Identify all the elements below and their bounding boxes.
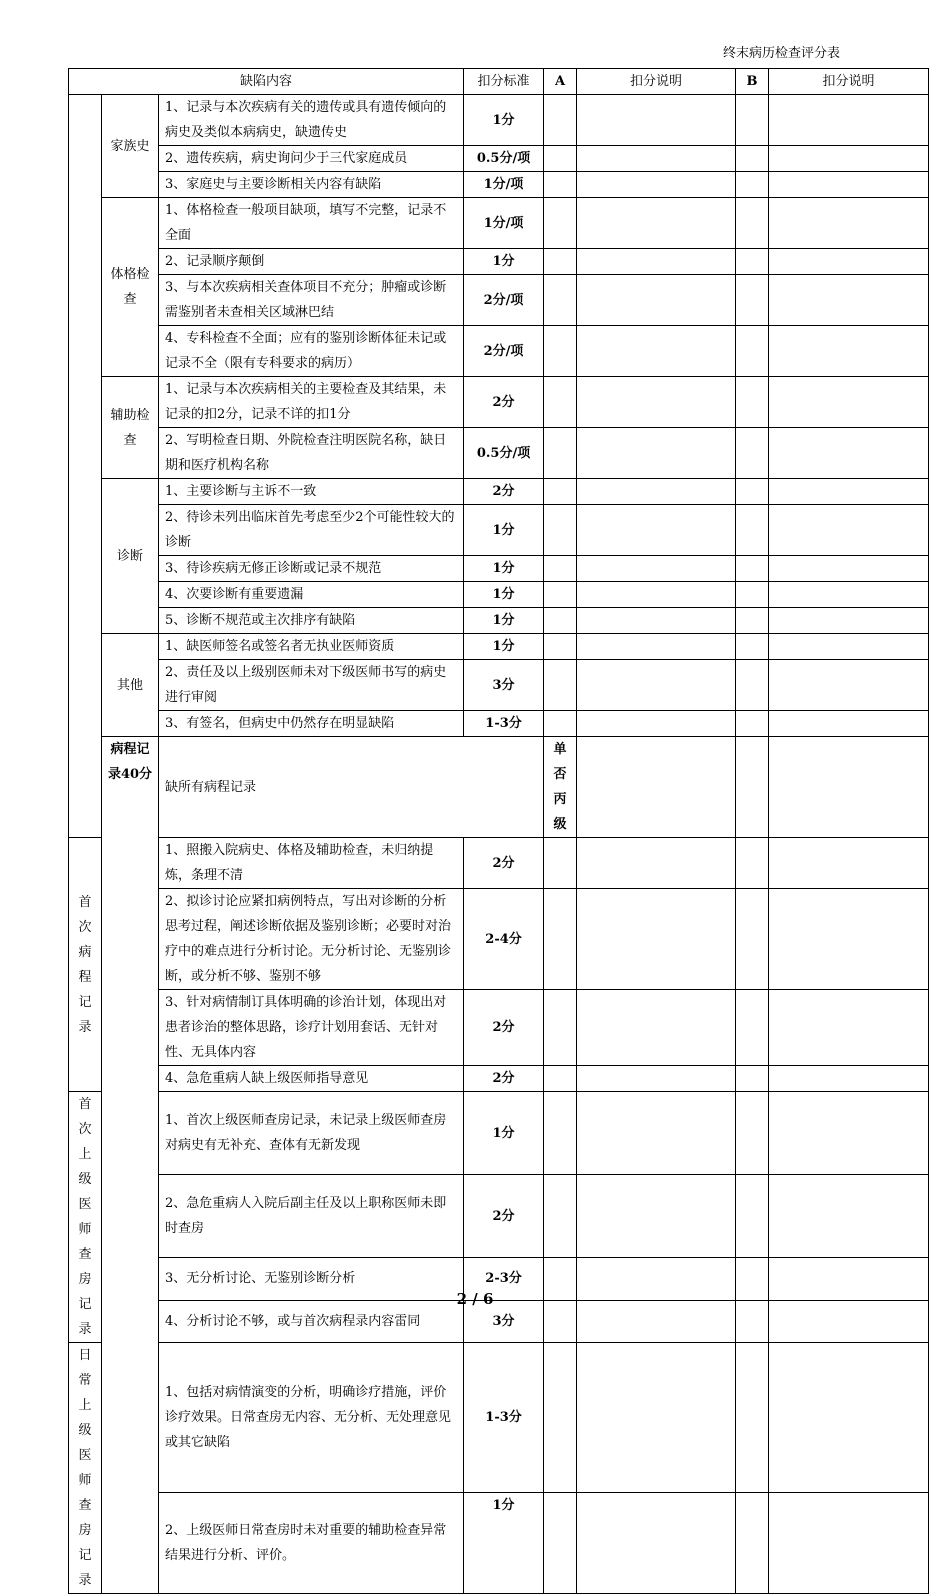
note-a-cell[interactable]	[577, 326, 736, 377]
score-b-cell[interactable]	[736, 660, 769, 711]
note-a-cell[interactable]	[577, 1175, 736, 1258]
note-b-cell[interactable]	[769, 990, 929, 1066]
item-standard: 2分	[464, 1066, 544, 1092]
subsection-other: 其他	[102, 634, 159, 737]
item-text: 1、体格检查一般项目缺项，填写不完整，记录不全面	[159, 198, 464, 249]
score-a-cell[interactable]	[544, 582, 577, 608]
page-number: 2 / 6	[456, 1290, 494, 1308]
note-b-cell[interactable]	[769, 711, 929, 737]
table-row	[69, 326, 929, 377]
note-a-cell[interactable]	[577, 377, 736, 428]
note-a-cell[interactable]	[577, 172, 736, 198]
note-b-cell[interactable]	[769, 1092, 929, 1175]
item-text: 2、上级医师日常查房时未对重要的辅助检查异常结果进行分析、评价。	[159, 1493, 464, 1594]
score-b-cell[interactable]	[736, 326, 769, 377]
header-b-note: 扣分说明	[769, 69, 929, 95]
table-row	[69, 711, 929, 737]
score-b-cell[interactable]	[736, 1493, 769, 1594]
item-text: 3、与本次疾病相关查体项目不充分；肿瘤或诊断需鉴别者未查相关区域淋巴结	[159, 275, 464, 326]
item-standard: 2分	[464, 1175, 544, 1258]
item-standard: 2分	[464, 479, 544, 505]
score-a-cell[interactable]	[544, 1493, 577, 1594]
table-row	[69, 377, 929, 428]
score-b-cell[interactable]	[736, 889, 769, 990]
note-b-cell[interactable]	[769, 608, 929, 634]
note-a-cell[interactable]	[577, 1066, 736, 1092]
score-b-cell[interactable]	[736, 634, 769, 660]
note-a-cell[interactable]	[577, 582, 736, 608]
table-row	[69, 990, 929, 1066]
note-b-cell[interactable]	[769, 479, 929, 505]
note-a-cell[interactable]	[577, 428, 736, 479]
note-a-cell[interactable]	[736, 737, 769, 838]
note-a-cell[interactable]	[577, 634, 736, 660]
header-content: 缺陷内容	[69, 69, 464, 95]
item-standard: 1分	[464, 1092, 544, 1175]
note-b-cell[interactable]	[769, 377, 929, 428]
item-text: 2、写明检查日期、外院检查注明医院名称，缺日期和医疗机构名称	[159, 428, 464, 479]
item-text: 1、记录与本次疾病有关的遗传或具有遗传倾向的病史及类似本病病史，缺遗传史	[159, 95, 464, 146]
note-b-cell[interactable]	[769, 326, 929, 377]
note-a-cell[interactable]	[577, 660, 736, 711]
note-a-cell[interactable]	[577, 556, 736, 582]
table-row	[69, 1066, 929, 1092]
note-a-cell[interactable]	[577, 1343, 736, 1493]
item-text: 4、急危重病人缺上级医师指导意见	[159, 1066, 464, 1092]
header-row	[69, 69, 929, 95]
table-row	[69, 479, 929, 505]
note-b-cell[interactable]	[769, 660, 929, 711]
note-a-cell[interactable]	[577, 479, 736, 505]
item-standard: 2-3分	[464, 1258, 544, 1300]
item-text: 4、次要诊断有重要遗漏	[159, 582, 464, 608]
subsection-diagnosis: 诊断	[102, 479, 159, 634]
section-course	[102, 737, 159, 1594]
subsection-auxiliary: 辅助检查	[102, 377, 159, 479]
item-text: 2、待诊未列出临床首先考虑至少2个可能性较大的诊断	[159, 505, 464, 556]
item-text: 1、记录与本次疾病相关的主要检查及其结果，未记录的扣2分，记录不详的扣1分	[159, 377, 464, 428]
score-a-cell[interactable]	[544, 711, 577, 737]
table-row	[69, 608, 929, 634]
section-course-label: 病程记录40分	[107, 742, 153, 782]
score-b-cell[interactable]	[736, 172, 769, 198]
score-b-cell[interactable]	[736, 1092, 769, 1175]
score-a-cell[interactable]	[544, 249, 577, 275]
header-b: B	[736, 69, 769, 95]
header-a: A	[544, 69, 577, 95]
item-text: 4、专科检查不全面；应有的鉴别诊断体征未记或记录不全（限有专科要求的病历）	[159, 326, 464, 377]
note-a-cell[interactable]	[577, 95, 736, 146]
score-b-cell[interactable]	[736, 146, 769, 172]
score-b-cell[interactable]	[736, 1343, 769, 1493]
item-standard: 2分/项	[464, 275, 544, 326]
item-standard: 1分	[464, 505, 544, 556]
score-a-cell[interactable]	[577, 737, 736, 838]
note-b-cell[interactable]	[769, 505, 929, 556]
item-text: 2、拟诊讨论应紧扣病例特点，写出对诊断的分析思考过程，阐述诊断依据及鉴别诊断；必要时对治疗中的难点进行分析讨论。无分析讨论、无鉴别诊断，或分析不够、鉴别不够	[159, 889, 464, 990]
note-a-cell[interactable]	[577, 608, 736, 634]
item-text: 3、待诊疾病无修正诊断或记录不规范	[159, 556, 464, 582]
item-standard: 3分	[464, 1300, 544, 1342]
note-a-cell[interactable]	[577, 990, 736, 1066]
subsection-family: 家族史	[102, 95, 159, 198]
subsection-physical: 体格检查	[102, 198, 159, 377]
table-row	[69, 1343, 929, 1493]
table-row	[69, 1175, 929, 1258]
score-a-cell[interactable]	[544, 838, 577, 889]
score-b-cell[interactable]	[736, 838, 769, 889]
table-row	[69, 737, 929, 838]
score-b-cell[interactable]	[769, 737, 929, 838]
table-row	[69, 556, 929, 582]
table-row	[69, 838, 929, 889]
table-row	[69, 1493, 929, 1594]
note-b-cell[interactable]	[769, 582, 929, 608]
item-text: 3、针对病情制订具体明确的诊治计划，体现出对患者诊治的整体思路，诊疗计划用套话、无针对性、无具体内容	[159, 990, 464, 1066]
subsection-first-course: 首次病程记录	[69, 838, 102, 1092]
note-b-cell[interactable]	[769, 95, 929, 146]
score-a-cell[interactable]	[544, 428, 577, 479]
score-a-cell[interactable]	[544, 634, 577, 660]
note-a-cell[interactable]	[577, 711, 736, 737]
item-text: 3、家庭史与主要诊断相关内容有缺陷	[159, 172, 464, 198]
score-a-cell[interactable]	[544, 556, 577, 582]
item-text: 5、诊断不规范或主次排序有缺陷	[159, 608, 464, 634]
note-b-cell[interactable]	[769, 275, 929, 326]
table-row	[69, 582, 929, 608]
note-a-cell[interactable]	[577, 275, 736, 326]
note-a-cell[interactable]	[577, 505, 736, 556]
score-a-cell[interactable]	[544, 1092, 577, 1175]
table-row	[69, 634, 929, 660]
note-b-cell[interactable]	[769, 634, 929, 660]
note-b-cell[interactable]	[769, 249, 929, 275]
document-title: 终末病历检查评分表	[722, 46, 840, 61]
score-b-cell[interactable]	[736, 95, 769, 146]
item-standard: 1分	[464, 634, 544, 660]
table-row	[69, 505, 929, 556]
score-b-cell[interactable]	[736, 249, 769, 275]
item-standard: 0.5分/项	[464, 428, 544, 479]
item-text: 1、缺医师签名或签名者无执业医师资质	[159, 634, 464, 660]
note-b-cell[interactable]	[769, 1493, 929, 1594]
item-standard: 1-3分	[464, 1343, 544, 1493]
item-text: 1、包括对病情演变的分析，明确诊疗措施，评价诊疗效果。日常查房无内容、无分析、无处理意见或其它缺陷	[159, 1343, 464, 1493]
note-a-cell[interactable]	[577, 1092, 736, 1175]
note-b-cell[interactable]	[769, 1066, 929, 1092]
score-a-cell[interactable]	[544, 505, 577, 556]
score-a-cell[interactable]	[544, 198, 577, 249]
score-b-cell[interactable]	[736, 556, 769, 582]
note-b-cell[interactable]	[769, 556, 929, 582]
table-row	[69, 428, 929, 479]
header-a-note: 扣分说明	[577, 69, 736, 95]
item-standard: 2分	[464, 990, 544, 1066]
subsection-daily-senior: 日常上级医师查房记录	[69, 1343, 102, 1594]
note-b-cell[interactable]	[769, 198, 929, 249]
table-row	[69, 172, 929, 198]
note-b-cell[interactable]	[769, 838, 929, 889]
score-b-cell[interactable]	[736, 275, 769, 326]
score-a-cell[interactable]	[544, 146, 577, 172]
item-standard: 1分	[464, 249, 544, 275]
score-b-cell[interactable]	[736, 1066, 769, 1092]
note-b-cell[interactable]	[769, 1175, 929, 1258]
item-text: 2、责任及以上级别医师未对下级医师书写的病史进行审阅	[159, 660, 464, 711]
score-a-cell[interactable]	[544, 1066, 577, 1092]
note-b-cell[interactable]	[769, 1343, 929, 1493]
item-standard: 1分	[464, 1493, 544, 1594]
table-row	[69, 249, 929, 275]
item-text: 3、无分析讨论、无鉴别诊断分析	[159, 1258, 464, 1300]
table-row	[69, 198, 929, 249]
note-a-cell[interactable]	[577, 146, 736, 172]
score-b-cell[interactable]	[736, 608, 769, 634]
item-text: 2、急危重病人入院后副主任及以上职称医师未即时查房	[159, 1175, 464, 1258]
score-b-cell[interactable]	[736, 198, 769, 249]
score-a-cell[interactable]	[544, 95, 577, 146]
score-a-cell[interactable]	[544, 172, 577, 198]
item-text: 1、主要诊断与主诉不一致	[159, 479, 464, 505]
score-table	[68, 68, 929, 1594]
header-standard: 扣分标准	[464, 69, 544, 95]
table-row	[69, 95, 929, 146]
note-a-cell[interactable]	[577, 249, 736, 275]
table-row	[69, 1092, 929, 1175]
table-row	[69, 146, 929, 172]
score-b-cell[interactable]	[736, 377, 769, 428]
score-b-cell[interactable]	[736, 505, 769, 556]
score-a-cell[interactable]	[544, 1175, 577, 1258]
score-b-cell[interactable]	[736, 1175, 769, 1258]
score-a-cell[interactable]	[544, 1343, 577, 1493]
subsection-first-senior: 首次上级医师查房记录	[69, 1092, 102, 1343]
score-a-cell[interactable]	[544, 326, 577, 377]
score-b-cell[interactable]	[736, 990, 769, 1066]
item-standard: 1分/项	[464, 198, 544, 249]
item-standard: 1分	[464, 556, 544, 582]
score-a-cell[interactable]	[544, 889, 577, 990]
item-text: 4、分析讨论不够，或与首次病程录内容雷同	[159, 1300, 464, 1342]
score-a-cell[interactable]	[544, 479, 577, 505]
item-standard: 3分	[464, 660, 544, 711]
note-a-cell[interactable]	[577, 1493, 736, 1594]
section-blank	[69, 95, 102, 838]
score-b-cell[interactable]	[736, 428, 769, 479]
note-a-cell[interactable]	[577, 838, 736, 889]
score-b-cell[interactable]	[736, 479, 769, 505]
note-b-cell[interactable]	[769, 172, 929, 198]
item-text: 1、首次上级医师查房记录，未记录上级医师查房对病史有无补充、查体有无新发现	[159, 1092, 464, 1175]
item-standard: 2-4分	[464, 889, 544, 990]
item-standard: 1分	[464, 95, 544, 146]
score-a-cell[interactable]	[544, 990, 577, 1066]
score-a-cell[interactable]	[544, 660, 577, 711]
item-standard: 2分	[464, 838, 544, 889]
item-standard: 0.5分/项	[464, 146, 544, 172]
score-a-cell[interactable]	[544, 377, 577, 428]
note-a-cell[interactable]	[577, 889, 736, 990]
item-text: 3、有签名，但病史中仍然存在明显缺陷	[159, 711, 464, 737]
item-text: 缺所有病程记录	[159, 737, 544, 838]
note-b-cell[interactable]	[769, 146, 929, 172]
item-text: 2、遗传疾病，病史询问少于三代家庭成员	[159, 146, 464, 172]
item-standard: 2分	[464, 377, 544, 428]
note-a-cell[interactable]	[577, 198, 736, 249]
item-standard: 2分/项	[464, 326, 544, 377]
item-standard: 1-3分	[464, 711, 544, 737]
item-standard: 单否丙级	[544, 737, 577, 838]
score-b-cell[interactable]	[736, 582, 769, 608]
note-b-cell[interactable]	[769, 428, 929, 479]
item-text: 1、照搬入院病史、体格及辅助检查，未归纳提炼，条理不清	[159, 838, 464, 889]
item-standard: 1分	[464, 582, 544, 608]
score-a-cell[interactable]	[544, 608, 577, 634]
item-standard: 1分	[464, 608, 544, 634]
score-b-cell[interactable]	[736, 711, 769, 737]
table-row	[69, 889, 929, 990]
table-row	[69, 660, 929, 711]
table-row	[69, 275, 929, 326]
item-text: 2、记录顺序颠倒	[159, 249, 464, 275]
note-b-cell[interactable]	[769, 889, 929, 990]
item-standard: 1分/项	[464, 172, 544, 198]
score-a-cell[interactable]	[544, 275, 577, 326]
